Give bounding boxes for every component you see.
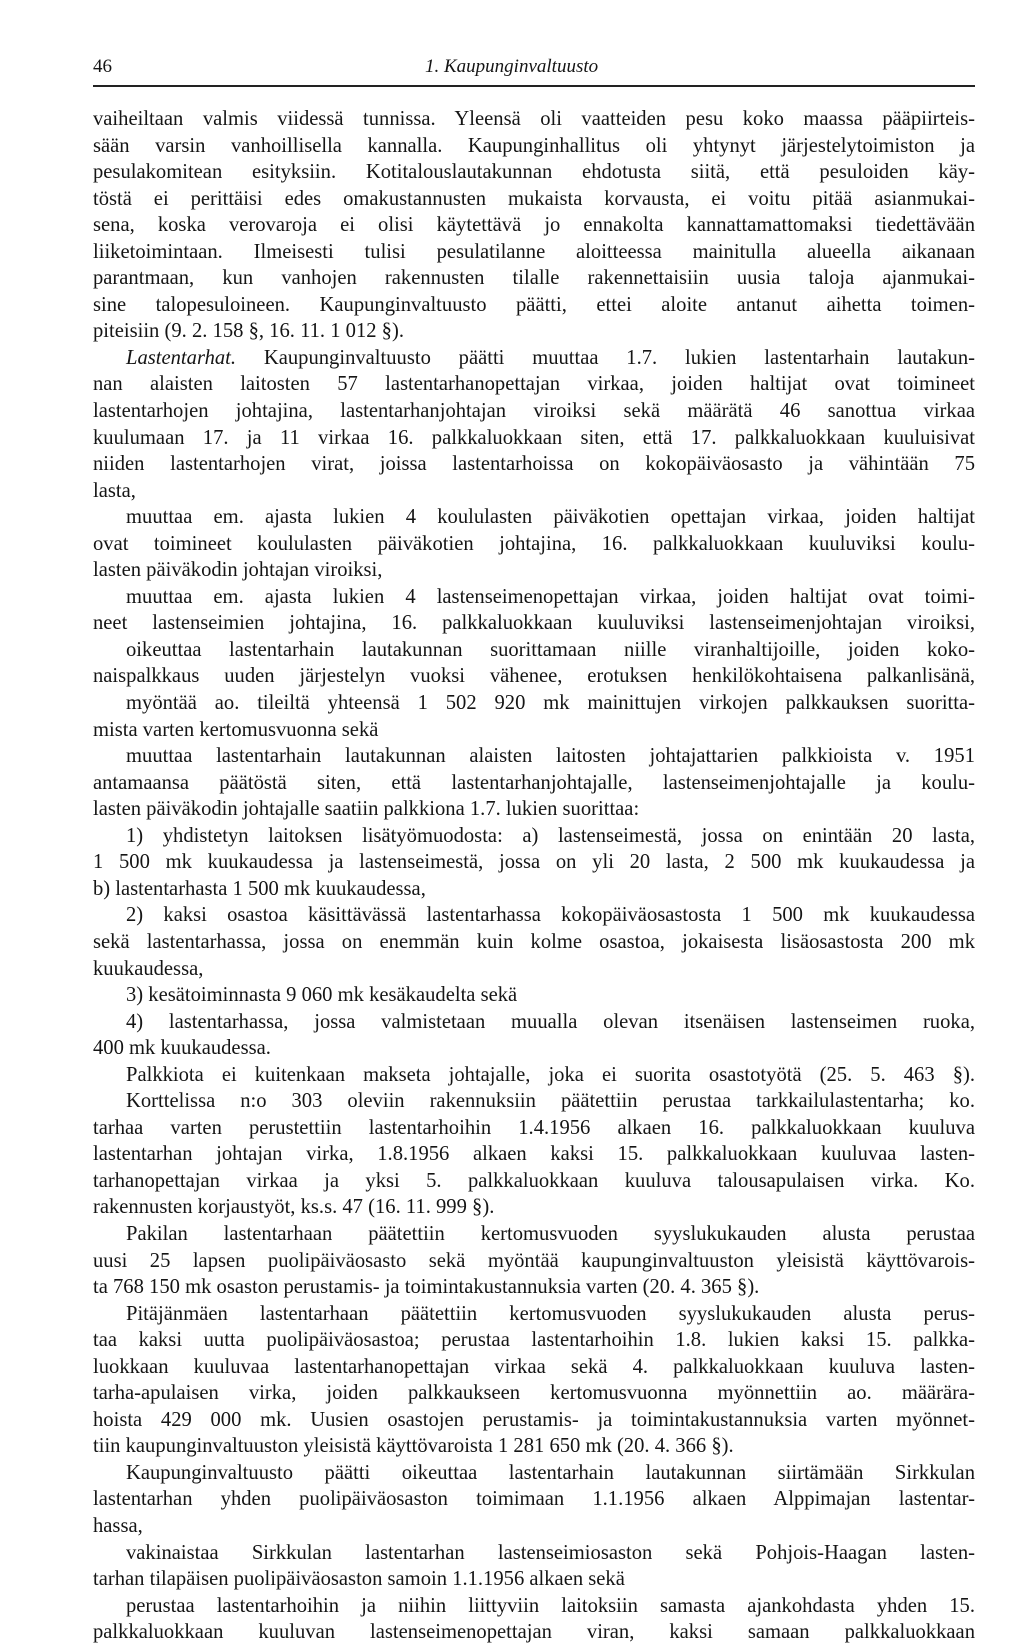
text-line (93, 849, 975, 876)
line-text: muuttaa em. ajasta lukien 4 lastenseimenopettajan virkaa, joiden haltijat ovat toimi- (126, 585, 975, 608)
line-text: Pakilan lastentarhaan päätettiin kertomusvuoden syyslukukauden alusta perustaa (126, 1222, 975, 1245)
text-line (93, 1062, 975, 1089)
text-line (93, 929, 975, 956)
text-line (93, 796, 975, 823)
line-text: lastentarhan johtajan virka, 1.8.1956 alkaen kaksi 15. palkkaluokkaan kuuluvaa lasten- (93, 1143, 975, 1166)
line-text: töstä ei perittäisi edes omakustannusten mukaista korvausta, ei voitu pitää asianmukai- (93, 187, 975, 210)
text-line (93, 531, 975, 558)
section-heading: Lastentarhat. (126, 346, 237, 369)
text-line (93, 610, 975, 637)
line-text: lastentarhojen johtajina, lastentarhanjohtajan viroiksi sekä määrätä 46 sanottua virkaa (93, 400, 975, 423)
text-line (93, 1433, 975, 1460)
line-text: Kaupunginvaltuusto päätti muuttaa 1.7. lukien lastentarhain lautakun- (263, 346, 975, 369)
text-line (93, 1035, 975, 1062)
line-text: nan alaisten laitosten 57 lastentarhanopettajan virkaa, joiden haltijat ovat toimineet (93, 373, 975, 396)
line-text: parantmaan, kun vanhojen rakennusten tilalle rakennettaisiin uusia taloja ajanmukai- (93, 267, 975, 290)
text-line (93, 1221, 975, 1248)
line-text: tarhaa varten perustettiin lastentarhoihin 1.4.1956 alkaen 16. palkkaluokkaan kuuluva (93, 1116, 975, 1139)
text-line (93, 743, 975, 770)
line-text: luokkaan kuuluvaa lastentarhanopettajan virkaa sekä 4. palkkaluokkaan kuuluva lasten- (93, 1355, 975, 1378)
text-line (93, 1566, 975, 1593)
text-line (93, 1486, 975, 1513)
line-text: palkkaluokkaan kuuluvan lastenseimenopettajan viran, kaksi samaan palkkaluokkaan (93, 1621, 975, 1644)
line-text: sine talopesuloineen. Kaupunginvaltuusto päätti, ettei aloite antanut aihetta toimen- (93, 293, 975, 316)
line-text: 1 500 mk kuukaudessa ja lastenseimestä, jossa on yli 20 lasta, 2 500 mk kuukaudessa ja (93, 851, 975, 874)
text-line (93, 584, 975, 611)
line-text: b) lastentarhasta 1 500 mk kuukaudessa, (93, 877, 426, 900)
text-line (93, 637, 975, 664)
text-line (93, 318, 975, 345)
text-line (93, 504, 975, 531)
text-line (93, 557, 975, 584)
text-line (93, 425, 975, 452)
text-line (93, 1141, 975, 1168)
line-text: naispalkkaus uuden järjestelyn vuoksi vähenee, erotuksen henkilökohtaisena palkanlisänä, (93, 665, 975, 688)
document-body (93, 106, 975, 1646)
line-text: muuttaa lastentarhain lautakunnan alaisten laitosten johtajattarien palkkioista v. 1951 (126, 745, 975, 768)
line-text: 1) yhdistetyn laitoksen lisätyömuodosta: a) lastenseimestä, jossa on enintään 20 lasta, (126, 824, 975, 847)
text-line (93, 717, 975, 744)
line-text: Kaupunginvaltuusto päätti oikeuttaa lastentarhain lautakunnan siirtämään Sirkkulan (126, 1461, 975, 1484)
line-text: sään varsin vanhoillisella kannalla. Kaupunginhallitus oli yhtynyt järjestelytoimiston ja (93, 134, 975, 157)
line-text: muuttaa em. ajasta lukien 4 koululasten päiväkotien opettajan virkaa, joiden haltijat (126, 506, 975, 529)
text-line (93, 823, 975, 850)
text-line (93, 1168, 975, 1195)
page-number: 46 (93, 56, 112, 77)
text-line (93, 345, 975, 372)
text-line (93, 1380, 975, 1407)
line-text: 4) lastentarhassa, jossa valmistetaan muualla olevan itsenäisen lastenseimen ruoka, (126, 1010, 975, 1033)
text-line (93, 371, 975, 398)
line-text: lastentarhan yhden puolipäiväosaston toimimaan 1.1.1956 alkaen Alppimajan lastentar- (93, 1488, 975, 1511)
line-text: vaiheiltaan valmis viidessä tunnissa. Yleensä oli vaatteiden pesu koko maassa pääpiirteis- (93, 108, 975, 130)
line-text: lasta, (93, 479, 136, 502)
running-title: 1. Kaupunginvaltuusto (425, 56, 599, 77)
line-text: niiden lastentarhojen virat, joissa lastentarhoissa on kokopäiväosasto ja vähintään 75 (93, 453, 975, 476)
line-text: tiin kaupunginvaltuuston yleisistä käyttövaroista 1 281 650 mk (20. 4. 366 §). (93, 1435, 734, 1458)
line-text: piteisiin (9. 2. 158 §, 16. 11. 1 012 §). (93, 320, 404, 343)
line-text: pesulakomitean esityksiin. Kotitalouslautakunnan ehdotusta siitä, että pesuloiden käy- (93, 161, 975, 184)
line-text: Korttelissa n:o 303 oleviin rakennuksiin päätettiin perustaa tarkkailulastentarha; ko. (126, 1090, 975, 1113)
line-text: lasten päiväkodin johtajalle saatiin palkkiona 1.7. lukien suorittaa: (93, 798, 640, 821)
line-text: lasten päiväkodin johtajan viroiksi, (93, 559, 383, 582)
text-line (93, 1194, 975, 1221)
text-line (93, 1619, 975, 1646)
header-rule (93, 85, 975, 87)
text-line (93, 1354, 975, 1381)
text-line (93, 663, 975, 690)
line-text: uusi 25 lapsen puolipäiväosasto sekä myöntää kaupunginvaltuuston yleisistä käyttövarois- (93, 1249, 975, 1272)
line-text: mista varten kertomusvuonna sekä (93, 718, 379, 741)
line-text: kuukaudessa, (93, 957, 204, 980)
line-text: rakennusten korjaustyöt, ks.s. 47 (16. 11. 999 §). (93, 1196, 495, 1219)
text-line (93, 1460, 975, 1487)
line-text: ta 768 150 mk osaston perustamis- ja toimintakustannuksia varten (20. 4. 365 §). (93, 1276, 760, 1299)
line-text: perustaa lastentarhoihin ja niihin liittyviin laitoksiin samasta ajankohdasta yhden 15. (126, 1594, 975, 1617)
line-text: tarhan tilapäisen puolipäiväosaston samoin 1.1.1956 alkaen sekä (93, 1568, 625, 1591)
text-line (93, 1540, 975, 1567)
line-text: neet lastenseimien johtajina, 16. palkkaluokkaan kuuluviksi lastenseimenjohtajan viroiksi, (93, 612, 975, 635)
text-line (93, 239, 975, 266)
text-line (93, 902, 975, 929)
line-text: sena, koska verovaroja ei olisi käytettävä jo ennakolta kannattamattomaksi tiedettävään (93, 214, 975, 237)
text-line (93, 451, 975, 478)
text-line (93, 770, 975, 797)
line-text: ovat toimineet koululasten päiväkotien johtajina, 16. palkkaluokkaan kuuluviksi koulu- (93, 532, 975, 555)
line-text: liiketoimintaan. Ilmeisesti tulisi pesulatilanne aloitteessa mainitulla alueella aikanaan (93, 240, 975, 263)
text-line (93, 398, 975, 425)
line-text: vakinaistaa Sirkkulan lastentarhan lastenseimiosaston sekä Pohjois-Haagan lasten- (126, 1541, 975, 1564)
text-line (93, 1593, 975, 1620)
line-text: tarhanopettajan virkaa ja yksi 5. palkkaluokkaan kuuluva talousapulaisen virka. Ko. (93, 1169, 975, 1192)
line-text: sekä lastentarhassa, jossa on enemmän kuin kolme osastoa, jokaisesta lisäosastosta 200 mk (93, 930, 975, 953)
text-line (93, 690, 975, 717)
text-line (93, 1407, 975, 1434)
line-text: Palkkiota ei kuitenkaan makseta johtajalle, joka ei suorita osastotyötä (25. 5. 463 §). (126, 1063, 975, 1086)
line-text: 2) kaksi osastoa käsittävässä lastentarhassa kokopäiväosastosta 1 500 mk kuukaudessa (126, 904, 975, 927)
line-text: kuulumaan 17. ja 11 virkaa 16. palkkaluokkaan siten, että 17. palkkaluokkaan kuuluisivat (93, 426, 975, 449)
text-line (93, 1115, 975, 1142)
text-line (93, 1513, 975, 1540)
text-line (93, 106, 975, 133)
line-text: hoista 429 000 mk. Uusien osastojen perustamis- ja toimintakustannuksia varten myönnet- (93, 1408, 975, 1431)
line-text: Pitäjänmäen lastentarhaan päätettiin kertomusvuoden syyslukukauden alusta perus- (126, 1302, 975, 1325)
text-line (93, 133, 975, 160)
text-line (93, 292, 975, 319)
text-line (93, 982, 975, 1009)
text-line (93, 1274, 975, 1301)
line-text: taa kaksi uutta puolipäiväosastoa; perustaa lastentarhoihin 1.8. lukien kaksi 15. palkka- (93, 1329, 975, 1352)
line-text: antamaansa päätöstä siten, että lastentarhanjohtajalle, lastenseimenjohtajalle ja koulu- (93, 771, 975, 794)
page-header (93, 56, 975, 92)
text-line (93, 1009, 975, 1036)
text-line (93, 159, 975, 186)
text-line (93, 1248, 975, 1275)
text-line (93, 212, 975, 239)
line-text: 3) kesätoiminnasta 9 060 mk kesäkaudelta sekä (126, 984, 518, 1007)
text-line (93, 478, 975, 505)
line-text: tarha-apulaisen virka, joiden palkkaukseen kertomusvuonna myönnettiin ao. määrära- (93, 1382, 975, 1405)
text-line (93, 265, 975, 292)
text-line (93, 876, 975, 903)
text-line (93, 956, 975, 983)
line-text: myöntää ao. tileiltä yhteensä 1 502 920 mk mainittujen virkojen palkkauksen suoritta- (126, 692, 975, 715)
text-line (93, 186, 975, 213)
line-text: 400 mk kuukaudessa. (93, 1037, 271, 1060)
line-text: oikeuttaa lastentarhain lautakunnan suorittamaan niille viranhaltijoille, joiden koko- (126, 638, 975, 661)
line-text: hassa, (93, 1514, 143, 1537)
text-line (93, 1301, 975, 1328)
text-line (93, 1327, 975, 1354)
text-line (93, 1088, 975, 1115)
